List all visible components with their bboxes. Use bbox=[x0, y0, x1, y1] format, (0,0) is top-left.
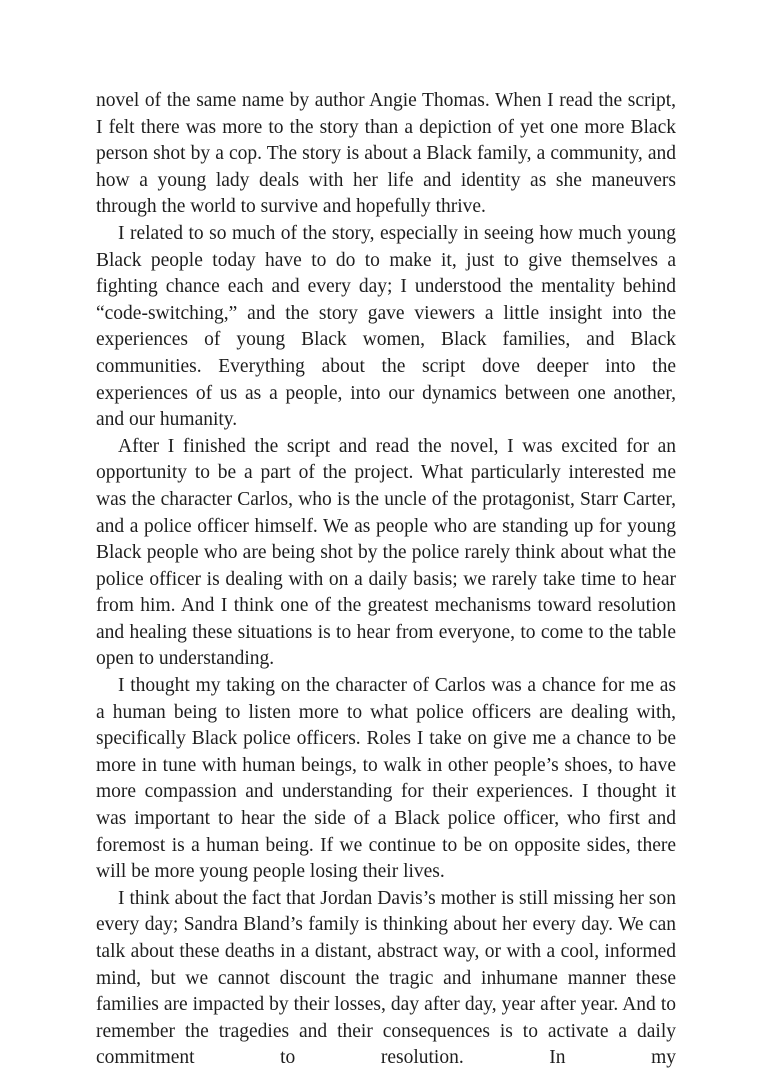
paragraph-4: I thought my taking on the character of Carlos was a chance for me as a human being to listen more to what police officers are dealing with, specifically Black police officers. Roles I take on give me a chance to be more in tune with human beings, to walk in other people’s shoes, to have more compassion and understanding for their experiences. I thought it was important to hear the side of a Black police officer, who first and foremost is a human being. If we continue to be on opposite sides, there will be more young people losing their lives. bbox=[96, 675, 676, 883]
paragraph-2: I related to so much of the story, especially in seeing how much young Black people today have to do to make it, just to give themselves a fighting chance each and every day; I understood the mentality behind “code-switching,” and the story gave viewers a little insight into the experiences of young Black women, Black families, and Black communities. Everything about the script dove deeper into the experiences of us as a people, into our dynamics between one another, and our humanity. bbox=[96, 222, 676, 431]
paragraph-5: I think about the fact that Jordan Davis’s mother is still missing her son every day; Sandra Bland’s family is thinking about her every day. We can talk about these deaths in a distant, abstract way, or with a cool, informed mind, but we cannot discount the tragic and inhumane manner these families are impacted by their losses, day after day, year after year. And to remember the tragedies and their consequences is to activate a daily commitment to resolution. In my bbox=[96, 887, 676, 1069]
paragraph-3: After I finished the script and read the novel, I was excited for an opportunity to be a part of the project. What particularly interested me was the character Carlos, who is the uncle of the protagonist, Starr Carter, and a police officer himself. We as people who are standing up for young Black people who are being shot by the police rarely think about what the police officer is dealing with on a daily basis; we rarely take time to hear from him. And I think one of the greatest mechanisms toward resolution and healing these situations is to hear from everyone, to come to the table open to understanding. bbox=[96, 435, 676, 670]
page-body bbox=[96, 88, 676, 1072]
paragraph-1: novel of the same name by author Angie Thomas. When I read the script, I felt there was more to the story than a depiction of yet one more Black person shot by a cop. The story is about a Black family, a community, and how a young lady deals with her life and identity as she maneuvers through the world to survive and hopefully thrive. bbox=[96, 90, 676, 218]
